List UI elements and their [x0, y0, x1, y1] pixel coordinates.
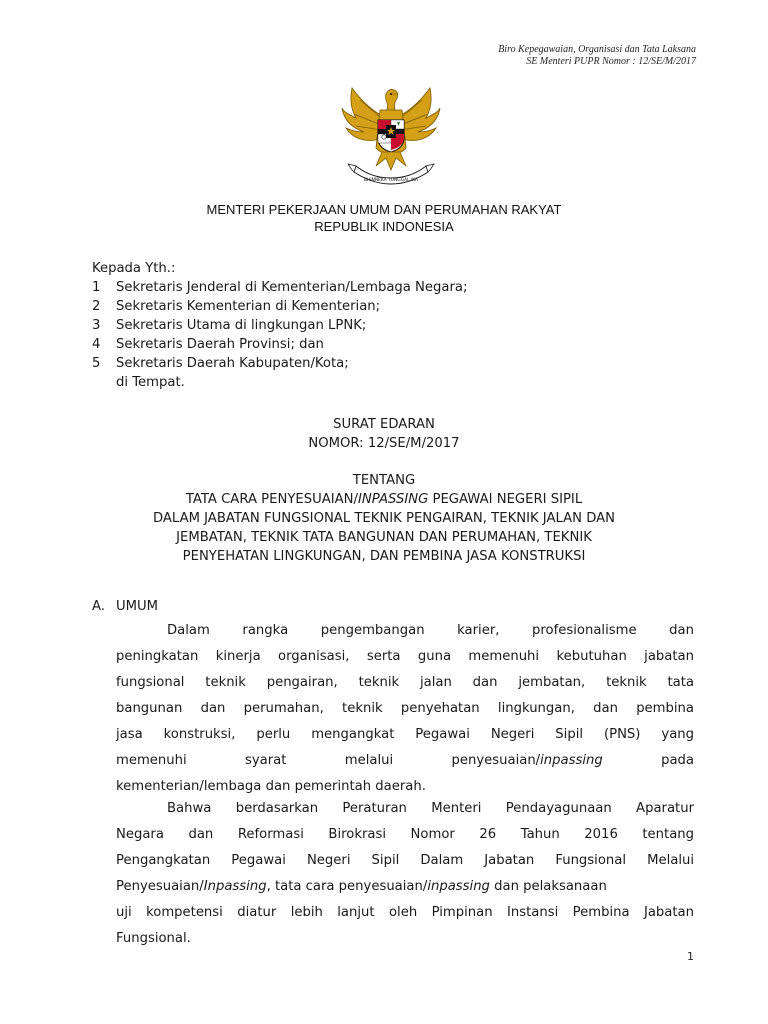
- document-type: SURAT EDARAN: [333, 417, 435, 432]
- recipient-place: di Tempat.: [116, 375, 185, 390]
- paragraph-line: bangunan dan perumahan, teknik penyehatan lingkungan, dan pembina: [116, 701, 694, 716]
- header-office: Biro Kepegawaian, Organisasi dan Tata Laksana: [498, 44, 696, 55]
- recipient-block: [92, 259, 692, 392]
- section-heading: [92, 597, 158, 616]
- recipient-item: [92, 335, 692, 354]
- recipient-text: Sekretaris Daerah Kabupaten/Kota;: [116, 356, 349, 371]
- recipient-item: [92, 278, 692, 297]
- document-reference-header: [498, 44, 696, 68]
- paragraph-line: Dalam rangka pengembangan karier, profesionalisme dan: [167, 623, 694, 638]
- paragraph-text: dan pelaksanaan: [489, 879, 607, 894]
- recipient-item: [92, 316, 692, 335]
- document-heading: [0, 415, 768, 453]
- garuda-pancasila-emblem: [336, 78, 446, 186]
- country-title: REPUBLIK INDONESIA: [314, 219, 454, 234]
- recipient-number: 2: [92, 299, 101, 314]
- recipient-number: 1: [92, 280, 101, 295]
- recipient-item: [92, 354, 692, 373]
- subject-label: TENTANG: [352, 473, 416, 488]
- document-number: NOMOR: 12/SE/M/2017: [308, 436, 460, 451]
- paragraph-text: Penyesuaian/: [116, 879, 204, 894]
- recipient-number: 5: [92, 356, 101, 371]
- paragraph-italic-term: inpassing: [427, 879, 490, 894]
- subject-text: PEGAWAI NEGERI SIPIL: [428, 492, 583, 507]
- recipient-text: Sekretaris Jenderal di Kementerian/Lembaga Negara;: [116, 280, 468, 295]
- recipient-text: Sekretaris Daerah Provinsi; dan: [116, 337, 324, 352]
- recipient-item: [92, 297, 692, 316]
- section-title: UMUM: [116, 599, 159, 614]
- paragraph-line: [116, 748, 694, 774]
- subject-text: TATA CARA PENYESUAIAN/: [185, 492, 358, 507]
- paragraph-line: uji kompetensi diatur lebih lanjut oleh Pimpinan Instansi Pembina Jabatan: [116, 905, 694, 920]
- recipient-number: 3: [92, 318, 101, 333]
- paragraph-italic-term: inpassing: [540, 753, 603, 768]
- paragraph-line: [116, 874, 694, 900]
- subject-line: [0, 490, 768, 509]
- subject-line: JEMBATAN, TEKNIK TATA BANGUNAN DAN PERUMAHAN, TEKNIK: [176, 530, 592, 545]
- paragraph-line: Negara dan Reformasi Birokrasi Nomor 26 Tahun 2016 tentang: [116, 827, 694, 842]
- paragraph-line: fungsional teknik pengairan, teknik jalan dan jembatan, teknik tata: [116, 675, 694, 690]
- ministry-title: MENTERI PEKERJAAN UMUM DAN PERUMAHAN RAKYAT: [206, 202, 562, 217]
- header-regulation-number: SE Menteri PUPR Nomor : 12/SE/M/2017: [526, 56, 696, 67]
- recipient-text: Sekretaris Utama di lingkungan LPNK;: [116, 318, 367, 333]
- subject-italic-term: INPASSING: [357, 492, 429, 507]
- paragraph-text: memenuhi syarat melalui penyesuaian/: [116, 753, 541, 768]
- emblem-motto: BHINNEKA TUNGGAL IKA: [363, 178, 419, 183]
- page-number: 1: [687, 950, 694, 963]
- paragraph-text: pada: [661, 753, 695, 768]
- section-number: A.: [92, 599, 105, 614]
- recipient-number: 4: [92, 337, 101, 352]
- paragraph: [116, 796, 694, 952]
- paragraph-line: Bahwa berdasarkan Peraturan Menteri Pendayagunaan Aparatur: [167, 801, 694, 816]
- paragraph-line: Pengangkatan Pegawai Negeri Sipil Dalam Jabatan Fungsional Melalui: [116, 853, 694, 868]
- recipient-text: Sekretaris Kementerian di Kementerian;: [116, 299, 381, 314]
- subject-line: PENYEHATAN LINGKUNGAN, DAN PEMBINA JASA KONSTRUKSI: [182, 549, 586, 564]
- paragraph-line: kementerian/lembaga dan pemerintah daerah.: [116, 779, 426, 794]
- paragraph-line: peningkatan kinerja organisasi, serta guna memenuhi kebutuhan jabatan: [116, 649, 694, 664]
- paragraph-line: Fungsional.: [116, 931, 191, 946]
- subject-line: DALAM JABATAN FUNGSIONAL TEKNIK PENGAIRAN, TEKNIK JALAN DAN: [152, 511, 616, 526]
- subject-heading: [0, 471, 768, 566]
- paragraph: [116, 618, 694, 800]
- paragraph-italic-term: Inpassing: [203, 879, 267, 894]
- salutation: Kepada Yth.:: [92, 261, 176, 276]
- paragraph-text: , tata cara penyesuaian/: [266, 879, 428, 894]
- paragraph-line: jasa konstruksi, perlu mengangkat Pegawai Negeri Sipil (PNS) yang: [116, 727, 694, 742]
